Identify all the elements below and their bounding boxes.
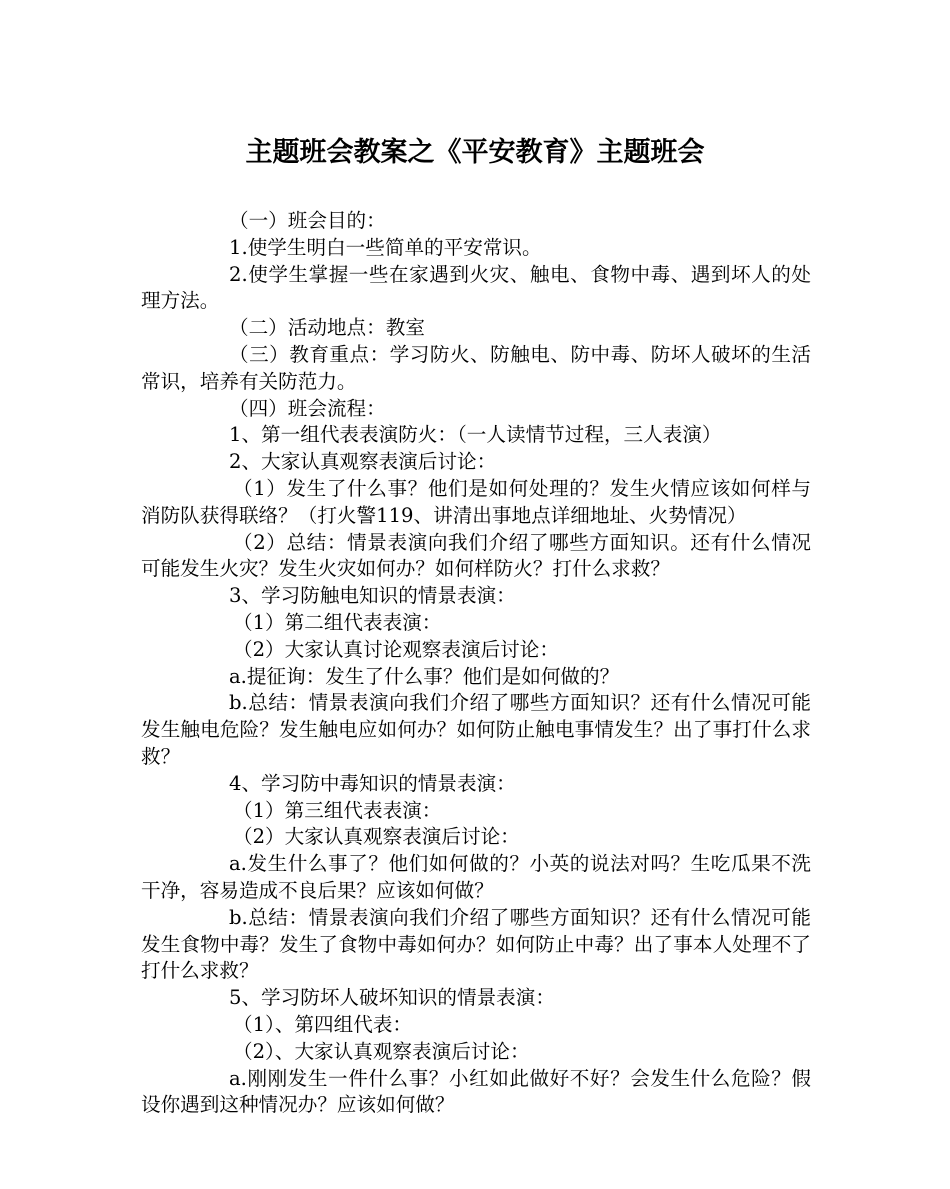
paragraph: 5、学习防坏人破坏知识的情景表演： [229, 986, 555, 1010]
paragraph: 4、学习防中毒知识的情景表演： [229, 771, 516, 795]
paragraph: 2.使学生掌握一些在家遇到火灾、触电、食物中毒、遇到坏人的处理方法。 [141, 262, 811, 313]
section-heading-2: （二）活动地点：教室 [229, 316, 425, 340]
paragraph: （2）、大家认真观察表演后讨论： [233, 1039, 530, 1063]
paragraph: a.刚刚发生一件什么事？小红如此做好不好？会发生什么危险？假设你遇到这种情况办？应该如何做？ [141, 1066, 811, 1117]
paragraph: （2）大家认真讨论观察表演后讨论： [233, 637, 559, 661]
paragraph: （1）第三组代表表演： [233, 798, 442, 822]
paragraph: 2、大家认真观察表演后讨论： [229, 450, 497, 474]
paragraph: 3、学习防触电知识的情景表演： [229, 584, 516, 608]
paragraph: a.提征询：发生了什么事？他们是如何做的？ [229, 664, 620, 688]
section-heading-4: （四）班会流程： [229, 396, 386, 420]
paragraph: （1）发生了什么事？他们是如何处理的？发生火情应该如何样与消防队获得联络？（打火警119、讲清出事地点详细地址、火势情况） [141, 476, 811, 527]
paragraph: （2）总结：情景表演向我们介绍了哪些方面知识。还有什么情况可能发生火灾？发生火灾如何办？如何样防火？打什么求救？ [141, 530, 811, 581]
paragraph: a.发生什么事了？他们如何做的？小英的说法对吗？生吃瓜果不洗干净，容易造成不良后果？应该如何做？ [141, 852, 811, 902]
paragraph: （1）、第四组代表： [233, 1012, 413, 1036]
paragraph: （2）大家认真观察表演后讨论： [233, 825, 520, 849]
document-body [141, 208, 811, 1119]
section-heading-1: （一）班会目的： [229, 209, 386, 232]
section-heading-3: （三）教育重点：学习防火、防触电、防中毒、防坏人破坏的生活常识，培养有关防范力。 [141, 342, 811, 393]
paragraph: b.总结：情景表演向我们介绍了哪些方面知识？还有什么情况可能发生触电危险？发生触电应如何办？如何防止触电事情发生？出了事打什么求救？ [141, 691, 811, 768]
paragraph: 1.使学生明白一些简单的平安常识。 [229, 235, 542, 259]
paragraph: b.总结：情景表演向我们介绍了哪些方面知识？还有什么情况可能发生食物中毒？发生了食物中毒如何办？如何防止中毒？出了事本人处理不了打什么求救？ [141, 905, 811, 983]
paragraph: （1）第二组代表表演： [233, 610, 442, 634]
paragraph: 1、第一组代表表演防火：（一人读情节过程，三人表演） [229, 423, 722, 447]
document-title: 主题班会教案之《平安教育》主题班会 [245, 137, 705, 168]
